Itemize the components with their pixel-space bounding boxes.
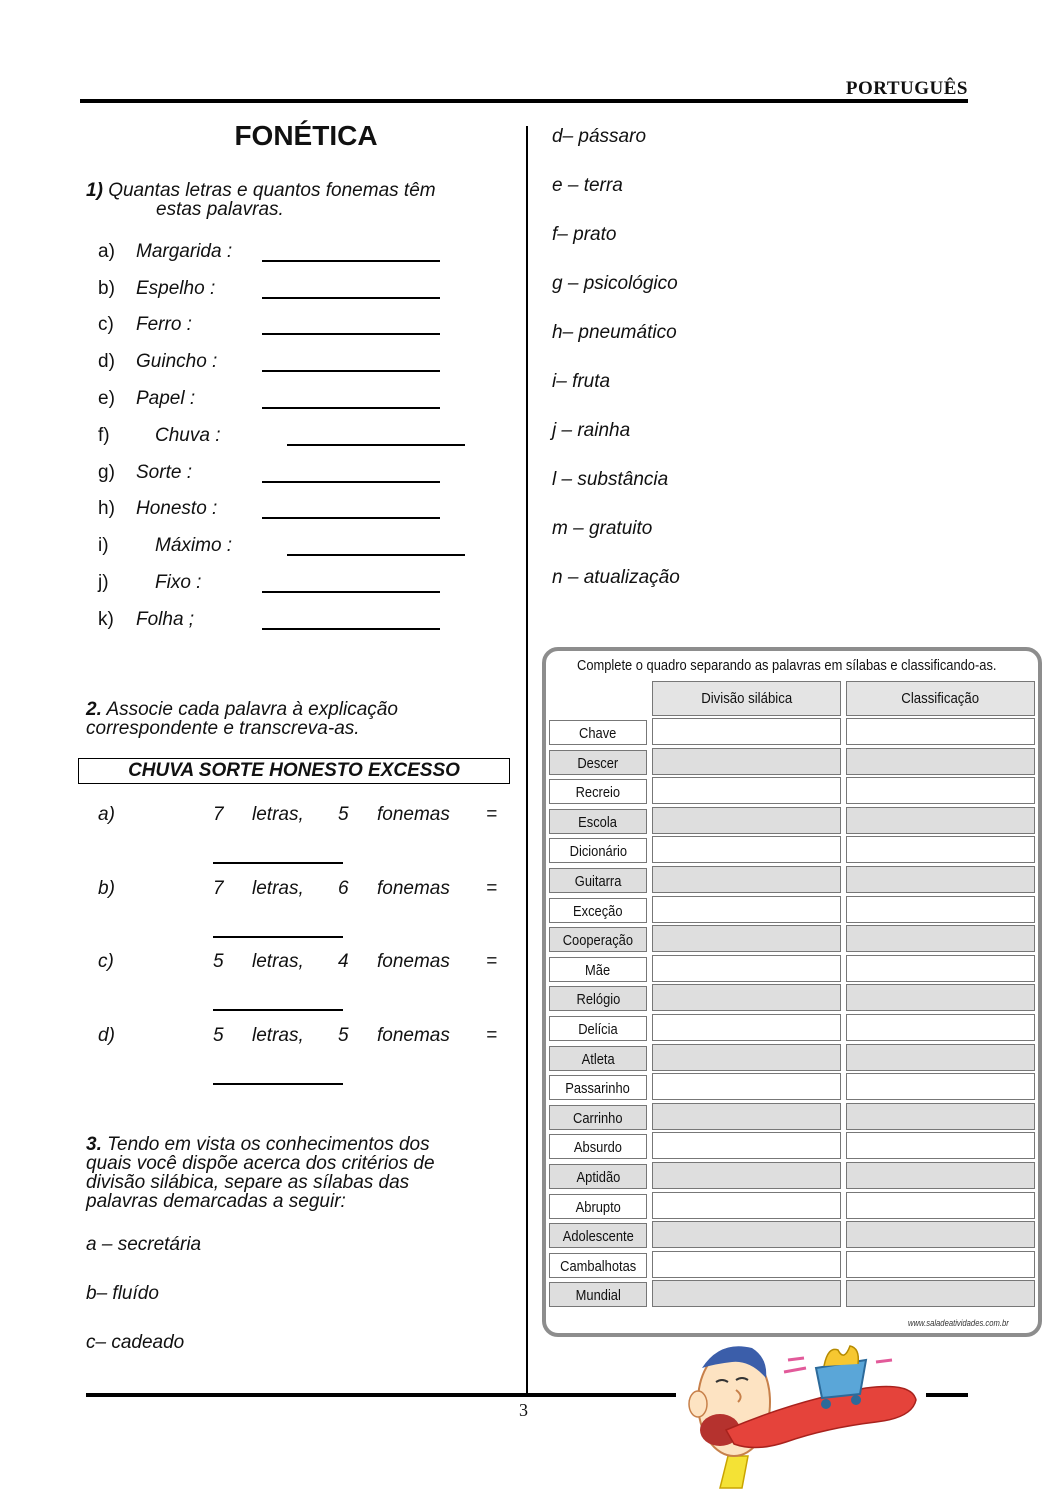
item-word: Máximo : <box>155 535 233 556</box>
column-divider <box>526 126 528 1394</box>
table-word-cell <box>549 1164 647 1189</box>
table-word-cell <box>549 1016 647 1041</box>
item-label: d) <box>98 351 115 372</box>
classification-answer-cell[interactable] <box>846 925 1035 952</box>
syllable-item: d– pássaro <box>552 126 647 147</box>
list-item <box>98 1025 498 1051</box>
syllable-answer-cell[interactable] <box>652 1014 841 1041</box>
item-label: b) <box>98 278 115 299</box>
item-label: f) <box>98 425 110 446</box>
classification-answer-cell[interactable] <box>846 1162 1035 1189</box>
answer-blank[interactable] <box>213 862 343 864</box>
syllable-answer-cell[interactable] <box>652 1132 841 1159</box>
syllable-item: c– cadeado <box>86 1332 185 1353</box>
answer-blank[interactable] <box>213 1009 343 1011</box>
question-1-line2: estas palavras. <box>156 199 284 220</box>
equals-sign: = <box>486 951 498 972</box>
table-word-cell <box>549 927 647 952</box>
letters-count: 7 <box>213 878 224 899</box>
item-word: Folha ; <box>136 609 195 630</box>
syllable-answer-cell[interactable] <box>652 718 841 745</box>
syllable-answer-cell[interactable] <box>652 955 841 982</box>
syllable-item: a – secretária <box>86 1234 202 1255</box>
table-word-label: Adolescente <box>562 1228 634 1245</box>
answer-blank[interactable] <box>262 370 440 372</box>
syllable-answer-cell[interactable] <box>652 1280 841 1307</box>
table-word-label: Guitarra <box>574 873 622 890</box>
letters-word: letras, <box>252 878 304 899</box>
letters-count: 5 <box>213 1025 224 1046</box>
tie-icon <box>720 1456 748 1488</box>
header-classification <box>846 681 1035 716</box>
table-word-label: Exceção <box>573 903 623 920</box>
table-word-label: Recreio <box>575 784 621 801</box>
question-3-line2: quais você dispõe acerca dos critérios de <box>86 1153 435 1174</box>
table-word-label: Chave <box>579 725 617 742</box>
table-word-cell <box>549 868 647 893</box>
table-word-cell <box>549 838 647 863</box>
classification-answer-cell[interactable] <box>846 1132 1035 1159</box>
question-1-line1: Quantas letras e quantos fonemas têm <box>108 180 436 201</box>
syllable-item: b– fluído <box>86 1283 159 1304</box>
syllable-answer-cell[interactable] <box>652 1103 841 1130</box>
item-word: Honesto : <box>136 498 218 519</box>
table-word-cell <box>549 809 647 834</box>
list-item <box>98 878 498 904</box>
syllable-item: m – gratuito <box>552 518 653 539</box>
syllable-answer-cell[interactable] <box>652 1073 841 1100</box>
table-word-cell <box>549 1282 647 1307</box>
letters-word: letras, <box>252 951 304 972</box>
table-word-cell <box>549 898 647 923</box>
classification-answer-cell[interactable] <box>846 718 1035 745</box>
syllable-item: i– fruta <box>552 371 611 392</box>
question-2-number: 2. <box>86 699 102 720</box>
classification-answer-cell[interactable] <box>846 748 1035 775</box>
classification-answer-cell[interactable] <box>846 896 1035 923</box>
syllable-answer-cell[interactable] <box>652 836 841 863</box>
syllable-answer-cell[interactable] <box>652 1221 841 1248</box>
list-item <box>98 804 498 830</box>
item-word: Papel : <box>136 388 196 409</box>
item-label: b) <box>98 878 115 899</box>
classification-answer-cell[interactable] <box>846 777 1035 804</box>
table-word-cell <box>549 1075 647 1100</box>
table-caption: Complete o quadro separando as palavras em sílabas e classificando-as. <box>577 657 997 674</box>
question-3-prompt <box>86 1135 500 1211</box>
table-word-label: Escola <box>578 814 618 831</box>
site-credit: www.saladeatividades.com.br <box>908 1318 1009 1328</box>
table-word-label: Absurdo <box>573 1139 623 1156</box>
item-label: i) <box>98 535 109 556</box>
word-bank-box: CHUVA SORTE HONESTO EXCESSO <box>78 758 510 784</box>
classification-answer-cell[interactable] <box>846 1221 1035 1248</box>
answer-blank[interactable] <box>287 444 465 446</box>
letters-word: letras, <box>252 1025 304 1046</box>
header-syllable-division-label: Divisão silábica <box>701 690 792 707</box>
syllable-answer-cell[interactable] <box>652 807 841 834</box>
syllable-answer-cell[interactable] <box>652 866 841 893</box>
answer-blank[interactable] <box>262 260 440 262</box>
item-word: Margarida : <box>136 241 233 262</box>
table-word-label: Descer <box>577 755 619 772</box>
syllable-answer-cell[interactable] <box>652 1251 841 1278</box>
classification-answer-cell[interactable] <box>846 1103 1035 1130</box>
mascot-illustration <box>676 1338 926 1496</box>
syllable-answer-cell[interactable] <box>652 984 841 1011</box>
phonemes-count: 6 <box>338 878 349 899</box>
question-3-line3: divisão silábica, separe as sílabas das <box>86 1172 410 1193</box>
classification-answer-cell[interactable] <box>846 1251 1035 1278</box>
table-word-label: Mundial <box>575 1287 621 1304</box>
question-2-line2: correspondente e transcreva-as. <box>86 718 360 739</box>
bottom-rule-left <box>86 1393 676 1397</box>
syllable-answer-cell[interactable] <box>652 1162 841 1189</box>
equals-sign: = <box>486 1025 498 1046</box>
syllable-item: n – atualização <box>552 567 680 588</box>
syllable-item: e – terra <box>552 175 623 196</box>
classification-answer-cell[interactable] <box>846 866 1035 893</box>
question-3-line1: Tendo em vista os conhecimentos dos <box>107 1134 430 1155</box>
equals-sign: = <box>486 804 498 825</box>
bottom-rule-right <box>926 1393 968 1397</box>
table-word-label: Mãe <box>585 962 611 979</box>
header-syllable-division <box>652 681 841 716</box>
syllable-item: j – rainha <box>552 420 631 441</box>
page-number: 3 <box>519 1400 528 1420</box>
table-word-cell <box>549 1046 647 1071</box>
item-label: d) <box>98 1025 115 1046</box>
item-label: a) <box>98 804 115 825</box>
answer-blank[interactable] <box>287 554 465 556</box>
answer-blank[interactable] <box>262 591 440 593</box>
syllable-answer-cell[interactable] <box>652 1044 841 1071</box>
table-word-cell <box>549 957 647 982</box>
letters-count: 5 <box>213 951 224 972</box>
table-word-cell <box>549 1253 647 1278</box>
table-word-cell <box>549 750 647 775</box>
table-word-cell <box>549 779 647 804</box>
page-title: FONÉTICA <box>234 120 378 151</box>
table-word-cell <box>549 1105 647 1130</box>
subject-header: PORTUGUÊS <box>845 78 968 99</box>
question-1-number: 1) <box>86 180 103 201</box>
answer-blank[interactable] <box>213 936 343 938</box>
phonemes-word: fonemas <box>377 804 450 825</box>
table-word-cell <box>549 1134 647 1159</box>
answer-blank[interactable] <box>262 628 440 630</box>
item-label: c) <box>98 314 114 335</box>
question-2-line1: Associe cada palavra à explicação <box>106 699 398 720</box>
table-word-label: Relógio <box>576 991 620 1008</box>
syllable-item: g – psicológico <box>552 273 678 294</box>
syllable-item: f– prato <box>552 224 617 245</box>
table-word-label: Delícia <box>578 1021 618 1038</box>
item-word: Sorte : <box>136 462 192 483</box>
table-word-label: Dicionário <box>569 843 627 860</box>
syllable-answer-cell[interactable] <box>652 777 841 804</box>
syllable-item: h– pneumático <box>552 322 677 343</box>
table-word-label: Abrupto <box>575 1199 621 1216</box>
item-label: c) <box>98 951 114 972</box>
answer-blank[interactable] <box>213 1083 343 1085</box>
question-2-prompt <box>86 700 500 738</box>
classification-answer-cell[interactable] <box>846 807 1035 834</box>
syllable-answer-cell[interactable] <box>652 1192 841 1219</box>
item-label: a) <box>98 241 115 262</box>
table-word-label: Atleta <box>581 1051 615 1068</box>
phonemes-count: 5 <box>338 804 349 825</box>
table-word-label: Aptidão <box>576 1169 620 1186</box>
syllable-item: l – substância <box>552 469 669 490</box>
item-word: Chuva : <box>155 425 221 446</box>
answer-blank[interactable] <box>262 333 440 335</box>
classification-answer-cell[interactable] <box>846 955 1035 982</box>
table-word-label: Cambalhotas <box>559 1258 637 1275</box>
table-word-label: Carrinho <box>573 1110 623 1127</box>
classification-answer-cell[interactable] <box>846 1073 1035 1100</box>
item-label: h) <box>98 498 115 519</box>
item-word: Fixo : <box>155 572 202 593</box>
syllable-answer-cell[interactable] <box>652 748 841 775</box>
item-label: g) <box>98 462 115 483</box>
item-label: e) <box>98 388 115 409</box>
question-3-number: 3. <box>86 1134 102 1155</box>
item-word: Espelho : <box>136 278 216 299</box>
item-label: j) <box>98 572 109 593</box>
answer-blank[interactable] <box>262 481 440 483</box>
question-3-line4: palavras demarcadas a seguir: <box>86 1191 346 1212</box>
table-word-cell <box>549 720 647 745</box>
letters-count: 7 <box>213 804 224 825</box>
header-classification-label: Classificação <box>901 690 980 707</box>
classification-answer-cell[interactable] <box>846 1014 1035 1041</box>
phonemes-word: fonemas <box>377 1025 450 1046</box>
equals-sign: = <box>486 878 498 899</box>
table-word-label: Cooperação <box>562 932 634 949</box>
classification-answer-cell[interactable] <box>846 836 1035 863</box>
item-word: Ferro : <box>136 314 192 335</box>
phonemes-word: fonemas <box>377 951 450 972</box>
letters-word: letras, <box>252 804 304 825</box>
classification-answer-cell[interactable] <box>846 1044 1035 1071</box>
top-rule <box>80 99 968 103</box>
table-word-cell <box>549 986 647 1011</box>
question-1-prompt <box>86 181 500 219</box>
list-item <box>98 951 498 977</box>
table-word-cell <box>549 1194 647 1219</box>
phonemes-count: 4 <box>338 951 349 972</box>
syllable-answer-cell[interactable] <box>652 925 841 952</box>
phonemes-word: fonemas <box>377 878 450 899</box>
answer-blank[interactable] <box>262 407 440 409</box>
classification-answer-cell[interactable] <box>846 984 1035 1011</box>
answer-blank[interactable] <box>262 517 440 519</box>
item-word: Guincho : <box>136 351 218 372</box>
answer-blank[interactable] <box>262 297 440 299</box>
classification-answer-cell[interactable] <box>846 1280 1035 1307</box>
syllable-answer-cell[interactable] <box>652 896 841 923</box>
phonemes-count: 5 <box>338 1025 349 1046</box>
table-word-cell <box>549 1223 647 1248</box>
item-label: k) <box>98 609 114 630</box>
classification-answer-cell[interactable] <box>846 1192 1035 1219</box>
table-word-label: Passarinho <box>565 1080 631 1097</box>
